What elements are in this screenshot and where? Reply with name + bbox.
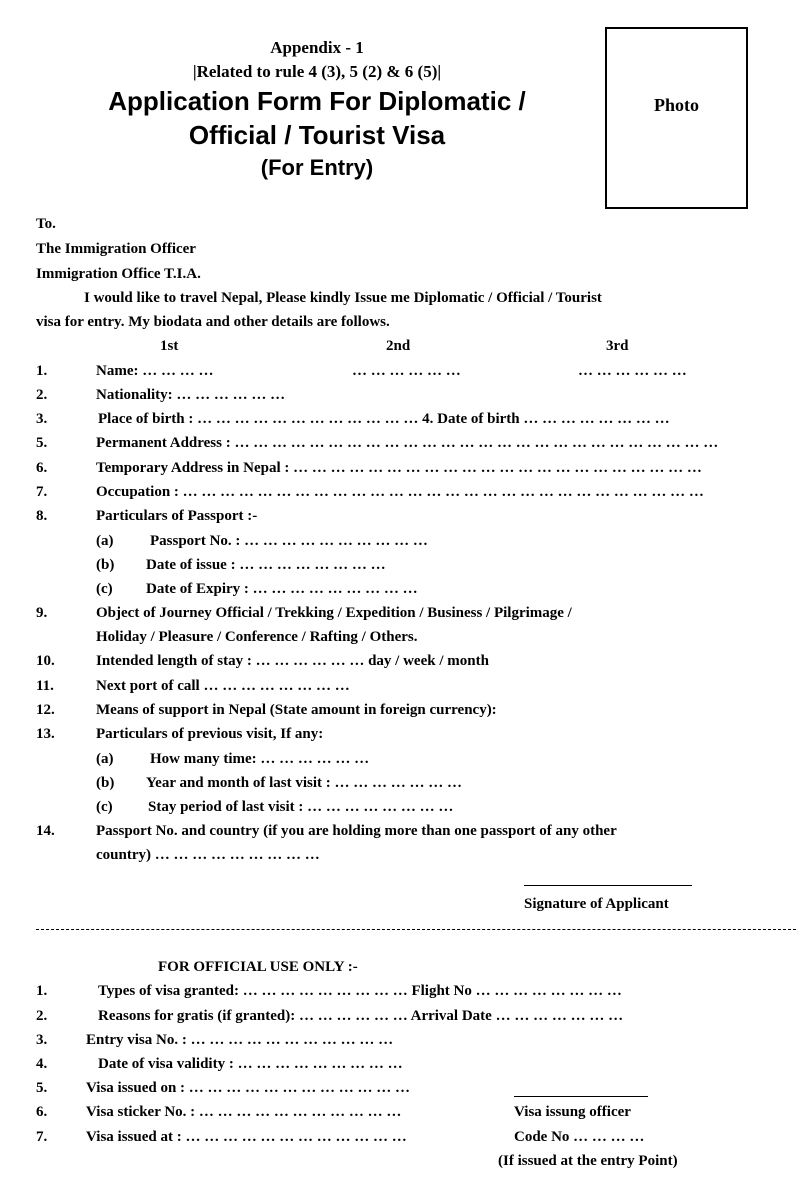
- visa-sticker-field[interactable]: Visa sticker No. : … … … … … … … … … … …: [86, 1104, 402, 1120]
- section-separator: [36, 929, 796, 930]
- other-passport-line1[interactable]: Passport No. and country (if you are holding more than one passport of any other: [96, 823, 617, 839]
- entry-visa-field[interactable]: Entry visa No. : … … … … … … … … … … …: [86, 1032, 394, 1048]
- previous-visit-heading: Particulars of previous visit, If any:: [96, 726, 324, 742]
- last-visit-field[interactable]: Year and month of last visit : … … … … … … …: [146, 775, 462, 791]
- photo-box: [605, 27, 748, 209]
- name-col-2nd: 2nd: [386, 338, 411, 354]
- intro-line1: I would like to travel Nepal, Please kindly Issue me Diplomatic / Official / Tourist: [84, 290, 602, 306]
- name-col-1st: 1st: [160, 338, 179, 354]
- other-passport-line2[interactable]: country) … … … … … … … … …: [96, 847, 320, 863]
- official-use-heading: FOR OFFICIAL USE ONLY :-: [158, 959, 358, 975]
- stay-period-field[interactable]: Stay period of last visit : … … … … … … … …: [148, 799, 454, 815]
- how-many-field[interactable]: How many time: … … … … … …: [150, 751, 370, 767]
- passport-no-field[interactable]: Passport No. : … … … … … … … … … …: [150, 533, 428, 549]
- to-label: To.: [36, 216, 56, 232]
- officer-signature-line[interactable]: [514, 1096, 648, 1097]
- date-expiry-field[interactable]: Date of Expiry : … … … … … … … … …: [146, 581, 418, 597]
- form-title-line2: Official / Tourist Visa: [188, 120, 446, 150]
- gratis-reason-field[interactable]: Reasons for gratis (if granted): … … … … … … Arrival Date … … … … … … …: [98, 1008, 624, 1024]
- officer-label: Visa issung officer: [514, 1104, 631, 1120]
- next-port-field[interactable]: Next port of call … … … … … … … …: [96, 678, 350, 694]
- visa-issued-at-field[interactable]: Visa issued at : … … … … … … … … … … … …: [86, 1129, 407, 1145]
- journey-object-line2[interactable]: Holiday / Pleasure / Conference / Rafting / Others.: [96, 629, 418, 645]
- rule-reference: |Related to rule 4 (3), 5 (2) & 6 (5)|: [192, 62, 442, 81]
- code-no-field[interactable]: Code No … … … …: [514, 1129, 645, 1145]
- passport-heading: Particulars of Passport :-: [96, 508, 258, 524]
- length-stay-field[interactable]: Intended length of stay : … … … … … … day / week / month: [96, 653, 489, 669]
- visa-type-field[interactable]: Types of visa granted: … … … … … … … … … Flight No … … … … … … … …: [98, 983, 622, 999]
- signature-line[interactable]: [524, 885, 692, 886]
- nationality-field[interactable]: Nationality: … … … … … …: [96, 387, 286, 403]
- name-field[interactable]: Name: … … … …: [96, 363, 214, 379]
- visa-validity-field[interactable]: Date of visa validity : … … … … … … … … …: [98, 1056, 403, 1072]
- office-label: Immigration Office T.I.A.: [36, 266, 201, 282]
- entry-point-note: (If issued at the entry Point): [498, 1153, 678, 1169]
- form-title-line1: Application Form For Diplomatic /: [108, 86, 526, 116]
- temporary-address-field[interactable]: Temporary Address in Nepal : … … … … … … … … … … … … … … … … … … … … … …: [96, 460, 702, 476]
- name-col-3rd: 3rd: [606, 338, 629, 354]
- occupation-field[interactable]: Occupation : … … … … … … … … … … … … … … … … … … … … … … … … … … … …: [96, 484, 704, 500]
- name-field-3rd[interactable]: … … … … … …: [578, 363, 687, 379]
- journey-object-line1[interactable]: Object of Journey Official / Trekking / Expedition / Business / Pilgrimage /: [96, 605, 572, 621]
- intro-line2: visa for entry. My biodata and other details are follows.: [36, 314, 390, 330]
- photo-label: Photo: [654, 95, 699, 115]
- visa-issued-on-field[interactable]: Visa issued on : … … … … … … … … … … … …: [86, 1080, 411, 1096]
- permanent-address-field[interactable]: Permanent Address : … … … … … … … … … … … … … … … … … … … … … … … … … …: [96, 435, 719, 451]
- signature-label: Signature of Applicant: [524, 896, 669, 912]
- name-field-2nd[interactable]: … … … … … …: [352, 363, 461, 379]
- appendix-label: Appendix - 1: [270, 38, 364, 57]
- means-support-field[interactable]: Means of support in Nepal (State amount in foreign currency):: [96, 702, 497, 718]
- form-title-line3: (For Entry): [260, 155, 374, 180]
- date-issue-field[interactable]: Date of issue : … … … … … … … …: [146, 557, 386, 573]
- birth-field[interactable]: Place of birth : … … … … … … … … … … … … 4. Date of birth … … … … … … … …: [98, 411, 670, 427]
- officer-label: The Immigration Officer: [36, 241, 196, 257]
